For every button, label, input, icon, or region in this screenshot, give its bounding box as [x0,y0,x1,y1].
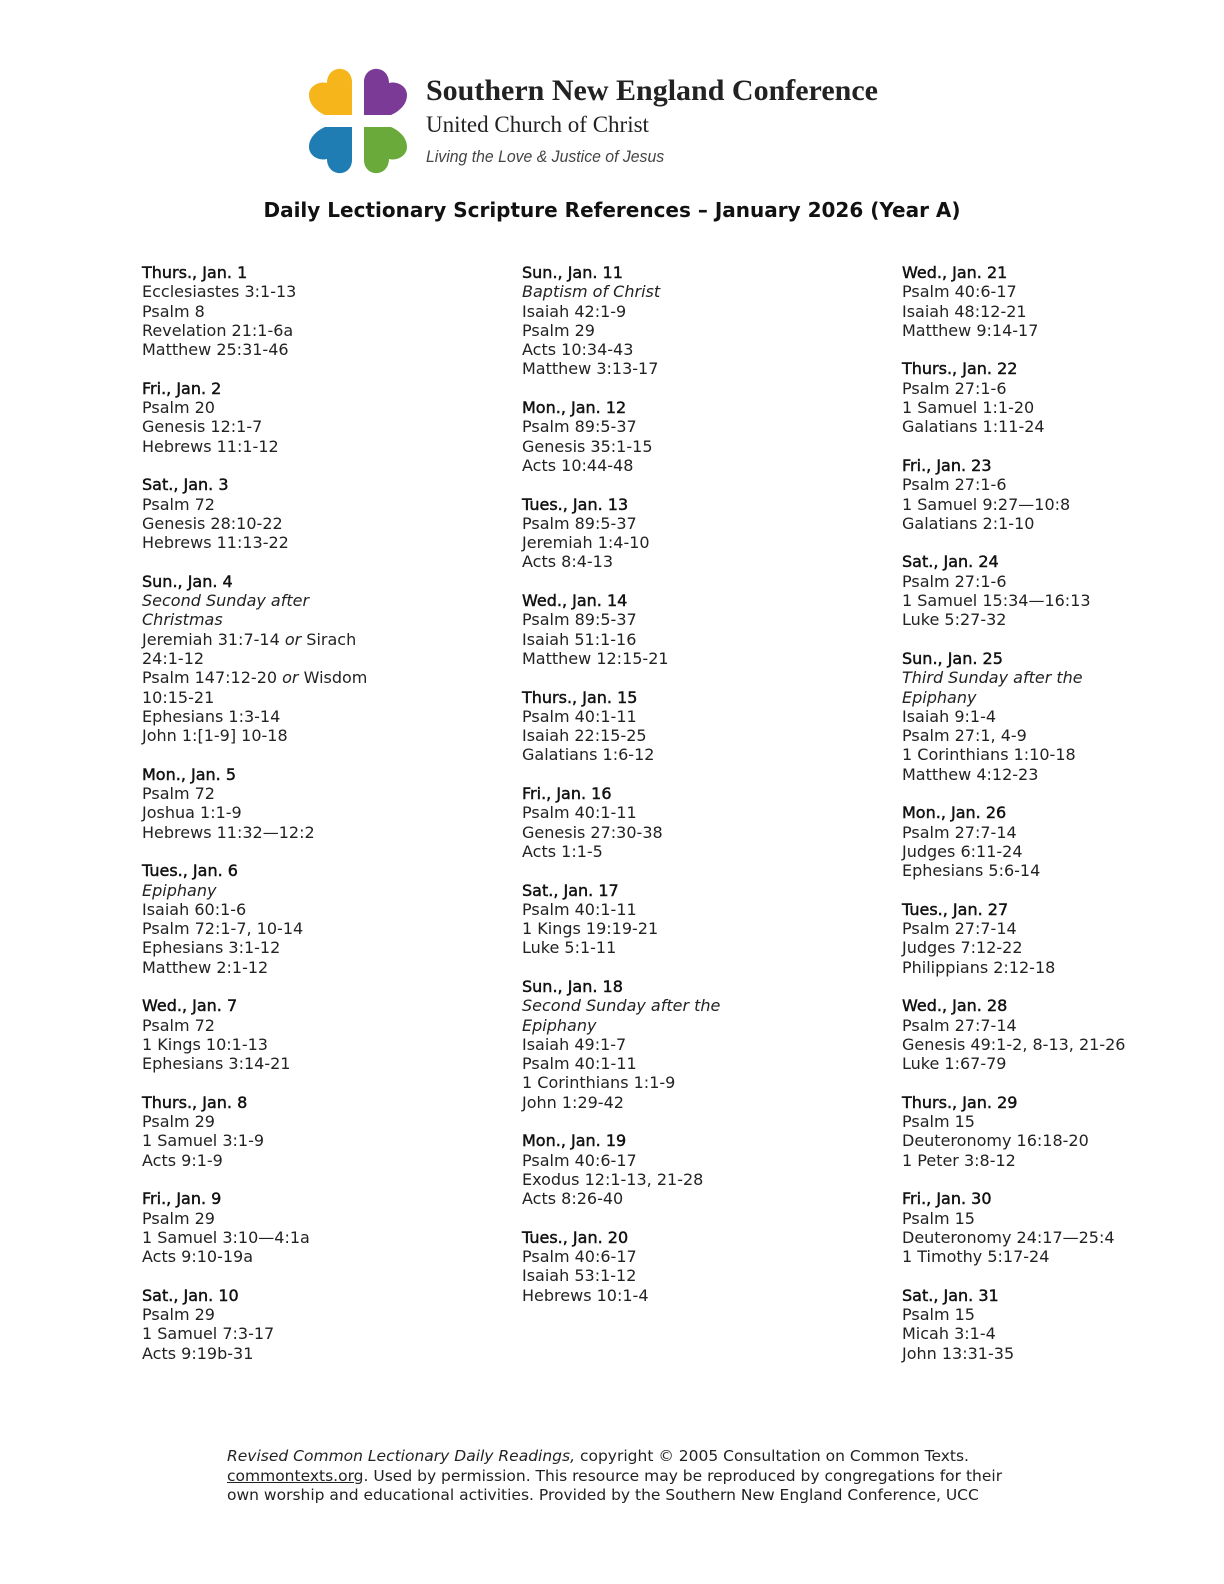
day-entry [902,649,1224,784]
day-entry [142,379,472,456]
scripture-reference: Hebrews 11:13-22 [142,533,289,553]
day-entry [142,996,472,1073]
day-entry [522,263,852,379]
scripture-reference: Luke 5:27-32 [902,610,1007,630]
scripture-reference: Psalm 15 [902,1305,975,1325]
org-subtitle: United Church of Christ [426,112,649,137]
day-entry [522,398,852,475]
scripture-reference: Genesis 49:1-2, 8-13, 21-26 [902,1034,1126,1054]
logo-heart-blue [309,127,352,173]
scripture-reference: Psalm 147:12-20 or Wisdom [142,668,368,688]
scripture-reference: Deuteronomy 24:17—25:4 [902,1227,1115,1247]
scripture-reference: 1 Peter 3:8-12 [902,1150,1016,1170]
scripture-reference: Exodus 12:1-13, 21-28 [522,1169,704,1189]
day-entry [142,572,472,746]
org-tagline: Living the Love & Justice of Jesus [426,147,665,166]
scripture-reference: Psalm 40:1-11 [522,899,637,919]
scripture-reference: John 1:[1-9] 10-18 [142,726,288,746]
footer-line-3: own worship and educational activities. Provided by the Southern New England Conference, UCC [227,1486,979,1504]
scripture-reference: Hebrews 10:1-4 [522,1285,649,1305]
scripture-reference: Psalm 40:1-11 [522,706,637,726]
scripture-reference: Psalm 27:1, 4-9 [902,726,1027,746]
day-heading: Thurs., Jan. 22 [902,359,1018,379]
org-name: Southern New England Conference [426,74,878,107]
day-heading: Sun., Jan. 4 [142,571,233,591]
day-entry [902,900,1224,977]
scripture-reference: Ephesians 1:3-14 [142,706,281,726]
day-entry [902,1189,1224,1266]
scripture-reference: Joshua 1:1-9 [142,803,242,823]
scripture-reference: Psalm 8 [142,301,205,321]
day-entry [142,1093,472,1170]
scripture-reference: Luke 1:67-79 [902,1054,1007,1074]
liturgical-occasion: Christmas [142,610,223,630]
scripture-reference: Psalm 72:1-7, 10-14 [142,919,304,939]
scripture-reference: Psalm 27:1-6 [902,475,1007,495]
day-heading: Sun., Jan. 18 [522,976,623,996]
scripture-reference: Acts 9:1-9 [142,1150,223,1170]
day-entry [902,996,1224,1073]
day-entry [142,861,472,977]
day-heading: Wed., Jan. 14 [522,591,628,611]
scripture-reference: Acts 8:4-13 [522,552,614,572]
scripture-reference: Ecclesiastes 3:1-13 [142,282,297,302]
scripture-reference: Galatians 2:1-10 [902,513,1035,533]
scripture-reference: Isaiah 51:1-16 [522,629,637,649]
footer-copyright: copyright © 2005 Consultation on Common Texts. [575,1447,969,1465]
scripture-reference: Isaiah 42:1-9 [522,301,627,321]
scripture-reference: Deuteronomy 16:18-20 [902,1131,1089,1151]
scripture-reference: Psalm 40:1-11 [522,1054,637,1074]
scripture-reference: Genesis 27:30-38 [522,822,663,842]
scripture-reference: Psalm 15 [902,1112,975,1132]
scripture-reference: Psalm 27:1-6 [902,378,1007,398]
reading-column-2 [522,263,852,1324]
day-entry [522,784,852,861]
day-entry [522,1131,852,1208]
scripture-reference: Philippians 2:12-18 [902,957,1056,977]
day-entry [902,1093,1224,1170]
footer-link[interactable]: commontexts.org [227,1466,364,1485]
day-heading: Fri., Jan. 2 [142,378,222,398]
scripture-reference: 10:15-21 [142,687,215,707]
day-entry [522,977,852,1112]
day-entry [142,475,472,552]
day-heading: Sat., Jan. 24 [902,552,999,572]
scripture-reference: 1 Kings 19:19-21 [522,919,659,939]
logo-heart-green [364,127,407,173]
footer-permission: . Used by permission. This resource may be reproduced by congregations for their [363,1466,1003,1485]
scripture-reference: Genesis 28:10-22 [142,513,283,533]
or-connector: or [282,668,299,688]
scripture-reference: Psalm 27:1-6 [902,571,1007,591]
day-heading: Tues., Jan. 6 [142,861,238,881]
or-connector: or [284,629,302,649]
day-heading: Fri., Jan. 9 [142,1189,222,1209]
scripture-reference: 1 Samuel 3:1-9 [142,1131,265,1151]
scripture-reference: Psalm 29 [142,1208,215,1228]
scripture-reference: Micah 3:1-4 [902,1324,996,1344]
reading-column-3 [902,263,1224,1382]
day-entry [142,263,472,359]
scripture-reference: Matthew 2:1-12 [142,957,269,977]
scripture-reference: Psalm 27:7-14 [902,822,1017,842]
scripture-reference: Ephesians 3:1-12 [142,938,281,958]
scripture-reference: Psalm 29 [522,320,595,340]
day-heading: Fri., Jan. 23 [902,455,992,475]
scripture-reference: Genesis 35:1-15 [522,436,653,456]
scripture-reference: Psalm 27:7-14 [902,919,1017,939]
header [305,68,925,178]
footer-source-title: Revised Common Lectionary Daily Readings, [227,1447,576,1465]
liturgical-occasion: Third Sunday after the [902,668,1083,688]
scripture-reference: Psalm 40:6-17 [902,282,1017,302]
day-entry [902,552,1224,629]
scripture-reference: 1 Samuel 3:10—4:1a [142,1227,310,1247]
logo-heart-yellow [309,69,352,115]
scripture-reference: Isaiah 49:1-7 [522,1034,627,1054]
logo-heart-purple [364,69,407,115]
scripture-reference: Hebrews 11:1-12 [142,436,279,456]
day-heading: Mon., Jan. 5 [142,764,237,784]
scripture-reference: Judges 7:12-22 [902,938,1023,958]
day-entry [902,359,1224,436]
scripture-reference: Psalm 72 [142,784,215,804]
day-heading: Sun., Jan. 25 [902,648,1003,668]
day-entry [522,591,852,668]
scripture-reference: Ephesians 3:14-21 [142,1054,291,1074]
scripture-reference: Matthew 4:12-23 [902,764,1039,784]
day-heading: Sat., Jan. 17 [522,880,619,900]
scripture-reference: Isaiah 48:12-21 [902,301,1027,321]
scripture-reference: 1 Corinthians 1:1-9 [522,1073,676,1093]
scripture-reference: Hebrews 11:32—12:2 [142,822,315,842]
footer-line-2 [227,1467,1047,1487]
day-heading: Sat., Jan. 3 [142,475,229,495]
scripture-reference: 1 Samuel 9:27—10:8 [902,494,1071,514]
scripture-reference: 1 Kings 10:1-13 [142,1034,268,1054]
day-heading: Sun., Jan. 11 [522,263,623,282]
scripture-reference: Acts 10:34-43 [522,340,634,360]
scripture-reference: John 13:31-35 [902,1343,1015,1363]
scripture-reference: Galatians 1:6-12 [522,745,655,765]
scripture-reference: Acts 1:1-5 [522,841,603,861]
scripture-reference: Psalm 29 [142,1305,215,1325]
day-entry [902,263,1224,340]
scripture-reference: 1 Corinthians 1:10-18 [902,745,1076,765]
ucc-logo-heart-cross-icon [305,68,411,174]
day-entry [902,803,1224,880]
scripture-reference: Matthew 9:14-17 [902,320,1039,340]
scripture-reference: Acts 9:10-19a [142,1247,254,1267]
scripture-reference: Psalm 15 [902,1208,975,1228]
day-entry [522,881,852,958]
liturgical-occasion: Second Sunday after [142,591,310,611]
day-entry [142,765,472,842]
day-heading: Thurs., Jan. 8 [142,1092,248,1112]
day-heading: Thurs., Jan. 29 [902,1092,1018,1112]
footer-line-1 [227,1447,1047,1467]
scripture-reference: Psalm 89:5-37 [522,610,637,630]
scripture-reference: Psalm 29 [142,1112,215,1132]
scripture-reference: John 1:29-42 [522,1092,624,1112]
day-heading: Thurs., Jan. 15 [522,687,638,707]
scripture-reference: Galatians 1:11-24 [902,417,1045,437]
reading-column-1 [142,263,472,1382]
day-heading: Tues., Jan. 13 [522,494,629,514]
scripture-reference: Ephesians 5:6-14 [902,861,1041,881]
scripture-reference: Acts 10:44-48 [522,455,634,475]
day-entry [142,1189,472,1266]
scripture-reference: Acts 8:26-40 [522,1189,624,1209]
scripture-reference: Acts 9:19b-31 [142,1343,254,1363]
scripture-reference: 1 Samuel 1:1-20 [902,398,1035,418]
scripture-reference: Genesis 12:1-7 [142,417,263,437]
day-heading: Sat., Jan. 31 [902,1285,999,1305]
scripture-reference: Isaiah 53:1-12 [522,1266,637,1286]
day-heading: Sat., Jan. 10 [142,1285,239,1305]
scripture-reference: Isaiah 9:1-4 [902,706,997,726]
liturgical-occasion: Epiphany [902,687,977,707]
liturgical-occasion: Epiphany [522,1015,597,1035]
day-entry [902,1286,1224,1363]
day-heading: Wed., Jan. 21 [902,263,1008,282]
day-heading: Thurs., Jan. 1 [142,263,248,282]
scripture-reference: 24:1-12 [142,648,205,668]
scripture-reference: Psalm 40:1-11 [522,803,637,823]
scripture-reference: Matthew 12:15-21 [522,648,669,668]
day-heading: Wed., Jan. 7 [142,996,238,1016]
scripture-reference: Psalm 40:6-17 [522,1247,637,1267]
scripture-reference: Isaiah 60:1-6 [142,899,247,919]
day-entry [902,456,1224,533]
scripture-reference: Psalm 72 [142,494,215,514]
day-heading: Tues., Jan. 20 [522,1227,629,1247]
scripture-reference: Jeremiah 1:4-10 [522,533,650,553]
day-entry [142,1286,472,1363]
document-title: Daily Lectionary Scripture References – January 2026 (Year A) [263,198,961,222]
day-heading: Fri., Jan. 30 [902,1189,992,1209]
liturgical-occasion: Baptism of Christ [522,282,661,302]
scripture-reference: 1 Samuel 15:34—16:13 [902,591,1091,611]
day-heading: Mon., Jan. 26 [902,803,1007,823]
scripture-reference: Psalm 72 [142,1015,215,1035]
scripture-reference: Psalm 27:7-14 [902,1015,1017,1035]
scripture-reference: Psalm 20 [142,398,215,418]
footer-credits [227,1447,1047,1506]
scripture-reference: Isaiah 22:15-25 [522,726,647,746]
scripture-reference: 1 Samuel 7:3-17 [142,1324,275,1344]
scripture-reference: Jeremiah 31:7-14 or Sirach [142,629,357,649]
liturgical-occasion: Epiphany [142,880,217,900]
day-entry [522,495,852,572]
scripture-reference: 1 Timothy 5:17-24 [902,1247,1050,1267]
scripture-reference: Matthew 3:13-17 [522,359,659,379]
day-entry [522,1228,852,1305]
day-heading: Mon., Jan. 19 [522,1131,627,1151]
scripture-reference: Luke 5:1-11 [522,938,617,958]
day-heading: Wed., Jan. 28 [902,996,1008,1016]
scripture-reference: Psalm 89:5-37 [522,513,637,533]
liturgical-occasion: Second Sunday after the [522,996,721,1016]
scripture-reference: Judges 6:11-24 [902,841,1023,861]
day-heading: Mon., Jan. 12 [522,398,627,418]
day-heading: Fri., Jan. 16 [522,784,612,804]
scripture-reference: Revelation 21:1-6a [142,320,294,340]
day-entry [522,688,852,765]
day-heading: Tues., Jan. 27 [902,899,1009,919]
scripture-reference: Matthew 25:31-46 [142,340,289,360]
scripture-reference: Psalm 89:5-37 [522,417,637,437]
scripture-reference: Psalm 40:6-17 [522,1150,637,1170]
